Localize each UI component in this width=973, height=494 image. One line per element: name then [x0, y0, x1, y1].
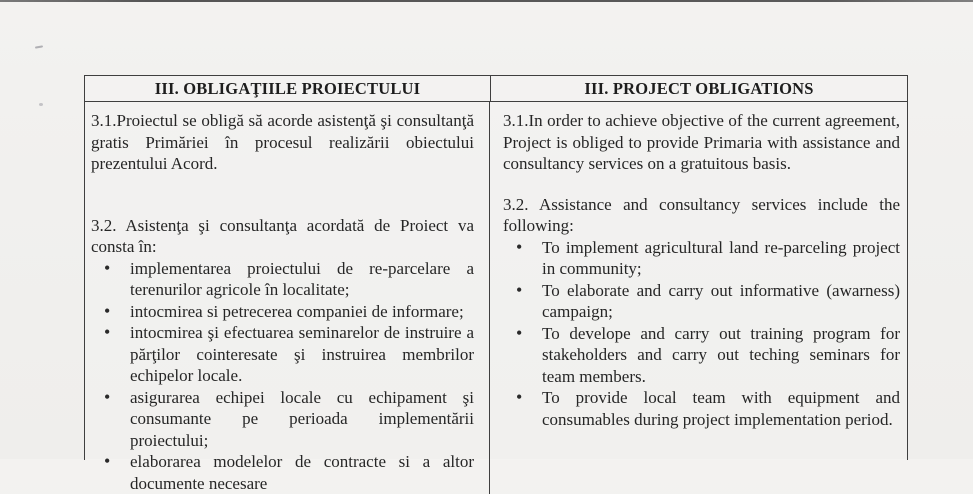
pencil-mark: [39, 103, 43, 106]
list-item: • implementarea proiectului de re-parcelare a terenurilor agricole în localitate;: [91, 258, 474, 301]
english-column: [490, 102, 907, 494]
pencil-mark: [35, 45, 43, 48]
obligations-table: [84, 75, 908, 460]
table-body-row: [85, 102, 907, 494]
list-item: • To develope and carry out training program for stakeholders and carry out teching seminars for team members.: [503, 323, 900, 388]
bullet-list-ro: [91, 258, 474, 494]
scan-edge-artifact: [0, 0, 973, 2]
clause-3-2-intro-en: 3.2. Assistance and consultancy services include the following:: [503, 194, 900, 237]
list-item: • asigurarea echipei locale cu echipament şi consumante pe perioada implementării proiectului;: [91, 387, 474, 452]
header-project-obligations: III. PROJECT OBLIGATIONS: [491, 76, 907, 101]
header-obligatiile-proiectului: III. OBLIGAŢIILE PROIECTULUI: [85, 76, 491, 101]
bullet-list-en: [503, 237, 900, 431]
table-header-row: [85, 76, 907, 102]
clause-3-1-ro: 3.1.Proiectul se obligă să acorde asistenţă şi consultanţă gratis Primăriei în procesul realizării obiectului prezentului Acord.: [91, 110, 474, 175]
romanian-column: [85, 102, 490, 494]
clause-3-1-en: 3.1.In order to achieve objective of the current agreement, Project is obliged to provide Primaria with assistance and consultancy services on a gratuitous basis.: [503, 110, 900, 175]
list-item: • intocmirea şi efectuarea seminarelor de instruire a părţilor cointeresate şi instruirea membrilor echipelor locale.: [91, 322, 474, 387]
list-item: • To provide local team with equipment and consumables during project implementation period.: [503, 387, 900, 430]
list-item: • intocmirea si petrecerea companiei de informare;: [91, 301, 474, 323]
clause-3-2-intro-ro: 3.2. Asistenţa şi consultanţa acordată de Proiect va consta în:: [91, 215, 474, 258]
list-item: • elaborarea modelelor de contracte si a altor documente necesare: [91, 451, 474, 494]
list-item: • To elaborate and carry out informative (awarness) campaign;: [503, 280, 900, 323]
list-item: • To implement agricultural land re-parceling project in community;: [503, 237, 900, 280]
